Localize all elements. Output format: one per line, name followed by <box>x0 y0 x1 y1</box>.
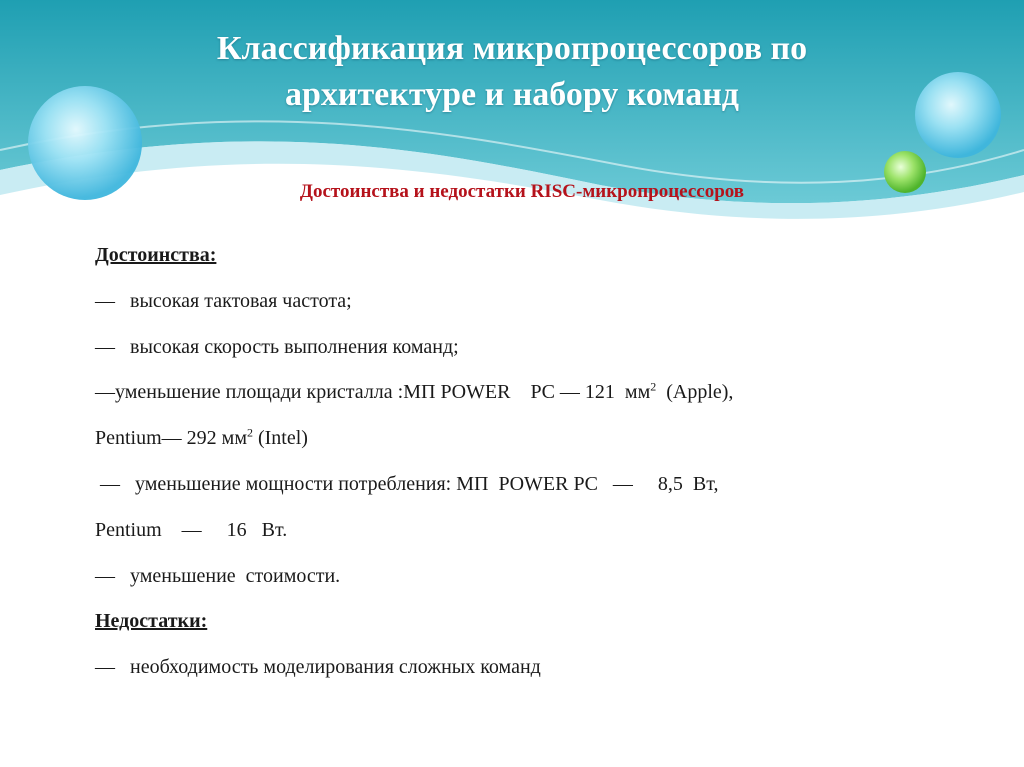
advantage-item-4-line-1: — уменьшение мощности потребления: МП POWER PC — 8,5 Вт, <box>95 473 719 495</box>
disadvantage-item-1: — необходимость моделирования сложных команд <box>95 656 541 678</box>
advantage-item-2: — высокая скорость выполнения команд; <box>95 336 459 358</box>
advantage-item-4-line-2: Pentium — 16 Вт. <box>95 519 288 541</box>
section-subtitle: Достоинства и недостатки RISC-микропроцессоров <box>299 181 745 202</box>
advantage-item-3-tail: (Apple), <box>656 381 734 403</box>
title-line-2: архитектуре и набору команд <box>284 76 740 113</box>
advantages-heading: Достоинства: <box>95 244 217 266</box>
advantage-item-3-line-1 <box>95 380 733 404</box>
advantage-item-3-tail-2: (Intel) <box>252 427 308 449</box>
advantage-item-3-text-2: Pentium— 292 мм <box>95 427 247 449</box>
slide-title <box>0 26 1024 118</box>
advantage-item-1: — высокая тактовая частота; <box>95 290 352 312</box>
title-line-1: Классификация микропроцессоров по <box>216 30 808 67</box>
superscript: 2 <box>246 425 253 440</box>
disadvantages-heading: Недостатки: <box>95 610 208 632</box>
advantage-item-3-line-2 <box>95 426 308 450</box>
advantage-item-3-text: —уменьшение площади кристалла :МП POWER PC — 121 мм <box>95 381 651 403</box>
superscript: 2 <box>650 379 657 394</box>
advantage-item-5: — уменьшение стоимости. <box>95 565 341 587</box>
